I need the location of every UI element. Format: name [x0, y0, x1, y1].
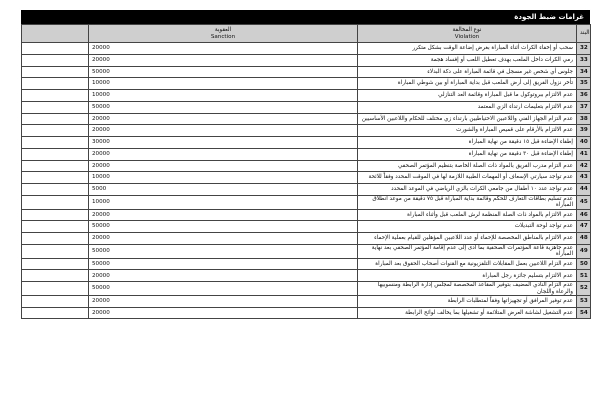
sanction-amount: 20000	[89, 233, 358, 245]
sanction-amount: 20000	[89, 209, 358, 221]
table-row	[22, 101, 591, 113]
violation-text: عدم تواجد سيارتي الإسعاف أو المهمات الطبية اللازمة لها في الموقت المحدد وفقاً للائحة	[358, 172, 577, 184]
number-header: البند	[577, 25, 591, 43]
item-number: 53	[577, 295, 591, 307]
blank-cell	[22, 78, 89, 90]
sanction-amount: 20000	[89, 307, 358, 319]
violation-text: عدم الالتزام ببروتوكول ما قبل المباراة وقائمة العد التنازلي	[358, 90, 577, 102]
item-number: 50	[577, 258, 591, 270]
sanction-amount: 50000	[89, 221, 358, 233]
violation-text: تأخر نزول الفريق إلى أرض الملعب قبل بداية المباراة أو بين شوطي المباراة	[358, 78, 577, 90]
table-row	[22, 148, 591, 160]
blank-cell	[22, 195, 89, 209]
violation-text: عدم الالتزام بالأرقام على قميص المباراة والشورت	[358, 125, 577, 137]
item-number: 36	[577, 90, 591, 102]
sanction-amount: 10000	[89, 78, 358, 90]
fines-table-body	[22, 43, 591, 319]
violation-header	[358, 25, 577, 43]
table-row	[22, 90, 591, 102]
table-row	[22, 160, 591, 172]
sanction-amount: 5000	[89, 184, 358, 196]
sanction-header-ar: العقوبة	[214, 27, 232, 34]
blank-cell	[22, 295, 89, 307]
violation-text: عدم التزام الجهاز الفني واللاعبين الاحتياطيين بارتداء زي مختلف للحكام واللاعبين الأساسيين	[358, 113, 577, 125]
item-number: 52	[577, 282, 591, 296]
blank-cell	[22, 113, 89, 125]
table-row	[22, 78, 591, 90]
item-number: 48	[577, 233, 591, 245]
violation-header-ar: نوع المخالفة	[452, 27, 482, 34]
item-number: 46	[577, 209, 591, 221]
item-number: 51	[577, 270, 591, 282]
blank-cell	[22, 160, 89, 172]
sanction-amount: 20000	[89, 113, 358, 125]
violation-text: إطفاء الإضاءة قبل ٣٠ دقيقة من نهاية المباراة	[358, 148, 577, 160]
blank-cell	[22, 101, 89, 113]
item-number: 43	[577, 172, 591, 184]
table-row	[22, 209, 591, 221]
item-number: 38	[577, 113, 591, 125]
sanction-amount: 50000	[89, 258, 358, 270]
violation-text: عدم توفير المرافق أو تجهيزاتها وفقاً لمتطلبات الرابطة	[358, 295, 577, 307]
table-row	[22, 172, 591, 184]
section-title-banner: غرامات ضبط الجودة	[21, 10, 590, 24]
blank-cell	[22, 137, 89, 149]
fines-table	[21, 24, 591, 319]
violation-text: عدم الالتزام بتعليمات ارتداء الزي المعتمد	[358, 101, 577, 113]
blank-cell	[22, 282, 89, 296]
violation-text: سحب أو إخفاء الكرات أثناء المباراة بغرض إضاعة الوقت بشكل متكرر	[358, 43, 577, 55]
violation-header-en: Violation	[454, 33, 480, 40]
table-row	[22, 233, 591, 245]
blank-cell	[22, 221, 89, 233]
sanction-amount: 20000	[89, 54, 358, 66]
item-number: 32	[577, 43, 591, 55]
table-row	[22, 270, 591, 282]
sanction-amount: 10000	[89, 172, 358, 184]
sanction-header	[89, 25, 358, 43]
violation-text: عدم جاهزية قاعة المؤتمرات الصحفية بما أدى إلى عدم إقامة المؤتمر الصحفي بعد نهاية المباراة	[358, 244, 577, 258]
violation-text: عدم التشغيل لشاشة العرض المتلائمة أو تشغيلها بما يخالف لوائح الرابطة	[358, 307, 577, 319]
blank-cell	[22, 172, 89, 184]
item-number: 34	[577, 66, 591, 78]
violation-text: عدم الالتزام بالمواد ذات الصلة المنظمة لرش الملعب قبل وأثناء المباراة	[358, 209, 577, 221]
table-row	[22, 113, 591, 125]
blank-cell	[22, 148, 89, 160]
sanction-header-en: Sanction	[210, 33, 236, 40]
item-number: 39	[577, 125, 591, 137]
blank-cell	[22, 233, 89, 245]
blank-header-cell	[22, 25, 89, 43]
blank-cell	[22, 90, 89, 102]
item-number: 37	[577, 101, 591, 113]
item-number: 47	[577, 221, 591, 233]
violation-text: عدم تواجد عدد ١٠ أطفال من جامعي الكرات بالزي الرياضي في الموعد المحدد	[358, 184, 577, 196]
item-number: 35	[577, 78, 591, 90]
table-row	[22, 221, 591, 233]
blank-cell	[22, 209, 89, 221]
blank-cell	[22, 244, 89, 258]
sanction-amount: 50000	[89, 66, 358, 78]
table-row	[22, 184, 591, 196]
blank-cell	[22, 184, 89, 196]
violation-text: عدم التزام اللاعبين بعمل المقابلات التلفزيونية مع القنوات أصحاب الحقوق بعد المباراة	[358, 258, 577, 270]
table-row	[22, 195, 591, 209]
sanction-amount: 50000	[89, 282, 358, 296]
sanction-amount: 10000	[89, 90, 358, 102]
table-row	[22, 54, 591, 66]
violation-text: عدم التزام مدرب الفريق بالمواد ذات الصلة الخاصة بتنظيم المؤتمر الصحفي	[358, 160, 577, 172]
blank-cell	[22, 66, 89, 78]
violation-text: رمي الكرات داخل الملعب بهدف تعطيل اللعب أو إفساد هجمة	[358, 54, 577, 66]
violation-text: جلوس أي شخص غير مسجل في قائمة المباراة على دكة البدلاء	[358, 66, 577, 78]
sanction-amount: 50000	[89, 244, 358, 258]
sanction-amount: 20000	[89, 148, 358, 160]
table-row	[22, 258, 591, 270]
table-row	[22, 43, 591, 55]
violation-text: عدم تواجد لوحة التبديلات	[358, 221, 577, 233]
violation-text: عدم الالتزام بالمناطق المخصصة للإحماء أو عدد اللاعبين المؤهلين للقيام بعملية الإحماء	[358, 233, 577, 245]
item-number: 54	[577, 307, 591, 319]
blank-cell	[22, 258, 89, 270]
item-number: 40	[577, 137, 591, 149]
blank-cell	[22, 307, 89, 319]
sanction-amount: 20000	[89, 295, 358, 307]
sanction-amount: 20000	[89, 160, 358, 172]
table-row	[22, 244, 591, 258]
violation-text: عدم الالتزام بتسليم جائزة رجل المباراة	[358, 270, 577, 282]
table-header-row	[22, 25, 591, 43]
blank-cell	[22, 125, 89, 137]
blank-cell	[22, 270, 89, 282]
sanction-amount: 20000	[89, 43, 358, 55]
item-number: 49	[577, 244, 591, 258]
violation-text: إطفاء الإضاءة قبل ١٥ دقيقة من نهاية المباراة	[358, 137, 577, 149]
sanction-amount: 10000	[89, 195, 358, 209]
blank-cell	[22, 43, 89, 55]
sanction-amount: 20000	[89, 125, 358, 137]
item-number: 45	[577, 195, 591, 209]
table-row	[22, 137, 591, 149]
violation-text: عدم تسليم بطاقات التعارف للحكم وقائمة بداية المباراة قبل ٧٥ دقيقة من موعد انطلاق المباراة	[358, 195, 577, 209]
sanction-amount: 50000	[89, 101, 358, 113]
item-number: 33	[577, 54, 591, 66]
sanction-amount: 30000	[89, 137, 358, 149]
item-number: 41	[577, 148, 591, 160]
table-row	[22, 125, 591, 137]
table-row	[22, 307, 591, 319]
table-row	[22, 282, 591, 296]
sanction-amount: 20000	[89, 270, 358, 282]
item-number: 42	[577, 160, 591, 172]
table-row	[22, 295, 591, 307]
violation-text: عدم التزام النادي المضيف بتوفير المقاعد المخصصة لمجلس إدارة الرابطة ومنسوبيها والرعاة واللجان	[358, 282, 577, 296]
blank-cell	[22, 54, 89, 66]
table-row	[22, 66, 591, 78]
item-number: 44	[577, 184, 591, 196]
